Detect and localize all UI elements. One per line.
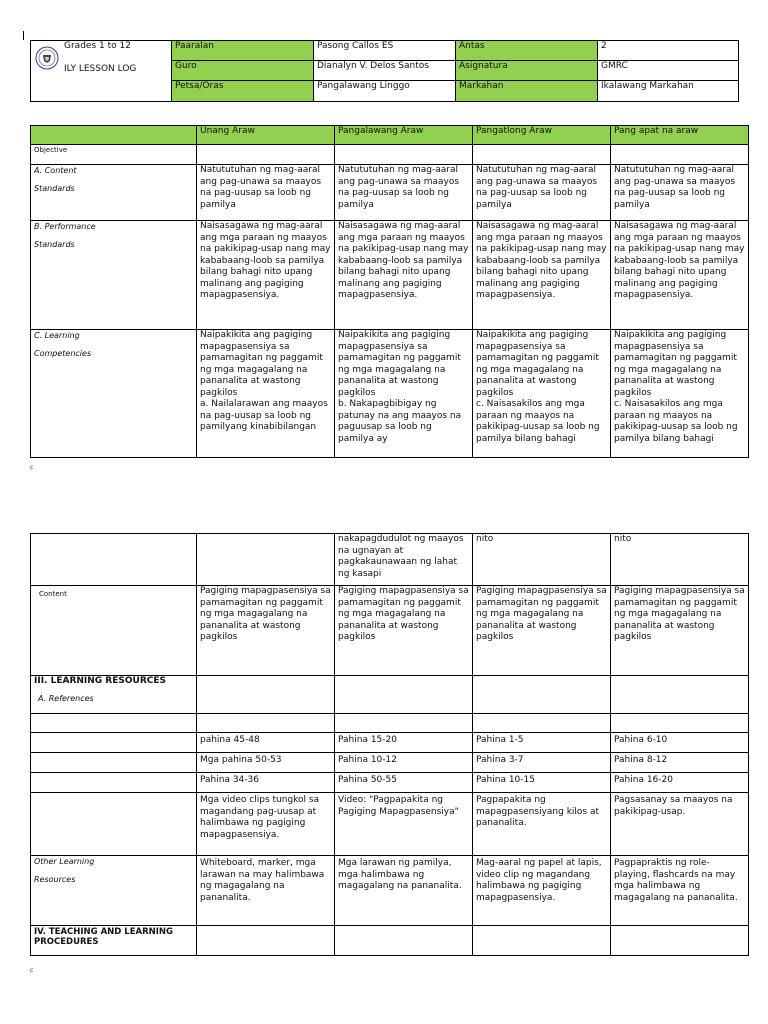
table-cell: nito: [473, 534, 611, 586]
table-cell: Whiteboard, marker, mga larawan na may halimbawa ng magagalang na pananalita.: [197, 856, 335, 926]
table-cell: [473, 145, 611, 165]
table-cell: Naisasagawa ng mag-aaral ang mga paraan ng maayos na pakikipag-usap nang may kababaang-loob sa pamilya bilang bahagi nito upang malinang ang pagiging mapagpasensiya.: [611, 221, 749, 330]
table-cell: [197, 714, 335, 733]
table-cell: Natututuhan ng mag-aaral ang pag-unawa sa maayos na pag-uusap sa loob ng pamilya: [611, 165, 749, 221]
table-cell: [473, 676, 611, 714]
table-cell: Naipakikita ang pagiging mapagpasensiya sa pamamagitan ng paggamit ng mga magagalang na pananalita at wastong pagkilos c. Naisasakilos ang mga paraan ng maayos na pakikipag-uusap sa loob ng pamilya bilang bahagi: [611, 330, 749, 458]
table-cell: Mga larawan ng pamilya, mga halimbawa ng magagalang na pananalita.: [335, 856, 473, 926]
section-heading: III. LEARNING RESOURCES: [34, 676, 166, 686]
days-header-blank: [31, 126, 197, 145]
table-cell: Pagiging mapagpasensiya sa pamamagitan ng paggamit ng mga magagalang na pananalita at wastong pagkilos: [473, 586, 611, 676]
grades-label: Grades 1 to 12: [64, 41, 131, 51]
header-label: Antas: [456, 41, 598, 61]
header-value: Pangalawang Linggo: [314, 81, 456, 102]
page-marker: c: [30, 967, 34, 974]
table-cell: pahina 45-48: [197, 733, 335, 753]
header-value: 2: [598, 41, 739, 61]
label-line: C. Learning: [34, 331, 80, 340]
table-cell: Naisasagawa ng mag-aaral ang mga paraan ng maayos na pakikipag-usap nang may kababaang-loob sa pamilya bilang bahagi nito upang malinang ang pagiging mapagpasensiya.: [335, 221, 473, 330]
table-cell: Pahina 6-10: [611, 733, 749, 753]
label-line: Standards: [34, 184, 75, 193]
table-cell: [611, 145, 749, 165]
table-cell: Pahina 10-15: [473, 773, 611, 793]
table-cell: [197, 145, 335, 165]
table-cell: Naisasagawa ng mag-aaral ang mga paraan ng maayos na pakikipag-usap nang may kababaang-loob sa pamilya bilang bahagi nito upang malinang ang pagiging mapagpasensiya.: [473, 221, 611, 330]
table-cell: Natututuhan ng mag-aaral ang pag-unawa sa maayos na pag-uusap sa loob ng pamilya: [335, 165, 473, 221]
day-header: Unang Araw: [197, 126, 335, 145]
table-cell: Pahina 16-20: [611, 773, 749, 793]
table-cell: nakapagdudulot ng maayos na ugnayan at pagkakaunawaan ng lahat ng kasapi: [335, 534, 473, 586]
table-cell: Naipakikita ang pagiging mapagpasensiya sa pamamagitan ng paggamit ng mga magagalang na pananalita at wastong pagkilos a. Nailalarawan ang maayos na pag-uusap sa loob ng pamilyang kinabibilangan: [197, 330, 335, 458]
table-cell: [473, 714, 611, 733]
table-cell: Pagpapraktis ng role-playing, flashcards na may mga halimbawa ng magagalang na pananalita.: [611, 856, 749, 926]
table-cell: Mga pahina 50-53: [197, 753, 335, 773]
table-cell: [335, 145, 473, 165]
learning-competencies-label: [31, 330, 197, 458]
day-header: Pangalawang Araw: [335, 126, 473, 145]
content-standards-label: [31, 165, 197, 221]
table-cell: Naisasagawa ng mag-aaral ang mga paraan ng maayos na pakikipag-usap nang may kababaang-loob sa pamilya bilang bahagi nito upang malinang ang pagiging mapagpasensiya.: [197, 221, 335, 330]
table-cell: [335, 714, 473, 733]
table-cell: Naipakikita ang pagiging mapagpasensiya sa pamamagitan ng paggamit ng mga magagalang na pananalita at wastong pagkilos b. Nakapagbibigay ng patunay na ang maayos na paguusap sa loob ng pamilya ay: [335, 330, 473, 458]
content-label: Content: [31, 586, 197, 676]
table-cell: Pahina 1-5: [473, 733, 611, 753]
text-cursor: [23, 31, 24, 40]
other-resources-label: [31, 856, 197, 926]
label-line: Competencies: [34, 349, 92, 358]
references-label: A. References: [38, 693, 94, 703]
table-cell: Pahina 10-12: [335, 753, 473, 773]
table-cell: [31, 714, 197, 733]
table-cell: [197, 534, 335, 586]
table-cell: [31, 793, 197, 856]
table-cell: [197, 926, 335, 956]
table-cell: [611, 714, 749, 733]
table-cell: Video: "Pagpapakita ng Pagiging Mapagpasensiya": [335, 793, 473, 856]
daily-lesson-log-label: ILY LESSON LOG: [64, 64, 137, 74]
table-cell: Pagiging mapagpasensiya sa pamamagitan ng paggamit ng mga magagalang na pananalita at wastong pagkilos: [611, 586, 749, 676]
table-cell: Mga video clips tungkol sa magandang pag-uusap at halimbawa ng pagiging mapagpasensiya.: [197, 793, 335, 856]
header-value: Dianalyn V. Delos Santos: [314, 61, 456, 81]
table-cell: [31, 773, 197, 793]
header-value: GMRC: [598, 61, 739, 81]
table-cell: [335, 926, 473, 956]
header-label: Paaralan: [172, 41, 314, 61]
table-cell: Pahina 3-7: [473, 753, 611, 773]
label-line: A. Content: [34, 166, 77, 175]
header-value: Pasong Callos ES: [314, 41, 456, 61]
table-cell: Pagsasanay sa maayos na pakikipag-usap.: [611, 793, 749, 856]
table-cell: [611, 676, 749, 714]
day-header: Pangatlong Araw: [473, 126, 611, 145]
table-cell: Pagiging mapagpasensiya sa pamamagitan ng paggamit ng mga magagalang na pananalita at wastong pagkilos: [335, 586, 473, 676]
table-cell: Pagpapakita ng mapagpasensiyang kilos at pananalita.: [473, 793, 611, 856]
label-line: B. Performance: [34, 222, 96, 231]
resources-table: [30, 533, 749, 956]
table-cell: Pahina 15-20: [335, 733, 473, 753]
label-line: Standards: [34, 240, 75, 249]
label-line: Other Learning: [34, 857, 95, 866]
objectives-table: [30, 125, 749, 458]
table-cell: Mag-aaral ng papel at lapis, video clip ng magandang halimbawa ng pagiging mapagpasensiya.: [473, 856, 611, 926]
table-cell: [31, 753, 197, 773]
table-cell: Natututuhan ng mag-aaral ang pag-unawa sa maayos na pag-uusap sa loob ng pamilya: [473, 165, 611, 221]
table-cell: Pahina 8-12: [611, 753, 749, 773]
header-label: Markahan: [456, 81, 598, 102]
table-cell: [31, 733, 197, 753]
objective-label: Objective: [31, 145, 197, 165]
learning-resources-label: [31, 676, 197, 714]
day-header: Pang apat na araw: [611, 126, 749, 145]
table-cell: Natututuhan ng mag-aaral ang pag-unawa sa maayos na pag-uusap sa loob ng pamilya: [197, 165, 335, 221]
procedures-heading: IV. TEACHING AND LEARNING PROCEDURES: [31, 926, 197, 956]
table-cell: Naipakikita ang pagiging mapagpasensiya sa pamamagitan ng paggamit ng mga magagalang na pananalita at wastong pagkilos c. Naisasakilos ang mga paraan ng maayos na pakikipag-uusap sa loob ng pamilya bilang bahagi: [473, 330, 611, 458]
table-cell: [335, 676, 473, 714]
table-cell: Pagiging mapagpasensiya sa pamamagitan ng paggamit ng mga magagalang na pananalita at wastong pagkilos: [197, 586, 335, 676]
table-cell: Pahina 34-36: [197, 773, 335, 793]
table-cell: [31, 534, 197, 586]
header-label: Petsa/Oras: [172, 81, 314, 102]
table-cell: nito: [611, 534, 749, 586]
deped-seal-icon: [35, 46, 59, 70]
page-marker: c: [30, 464, 34, 471]
table-cell: Pahina 50-55: [335, 773, 473, 793]
table-cell: [473, 926, 611, 956]
table-cell: [197, 676, 335, 714]
table-cell: [611, 926, 749, 956]
header-label: Guro: [172, 61, 314, 81]
header-value: Ikalawang Markahan: [598, 81, 739, 102]
header-label: Asignatura: [456, 61, 598, 81]
label-line: Resources: [34, 875, 76, 884]
performance-standards-label: [31, 221, 197, 330]
